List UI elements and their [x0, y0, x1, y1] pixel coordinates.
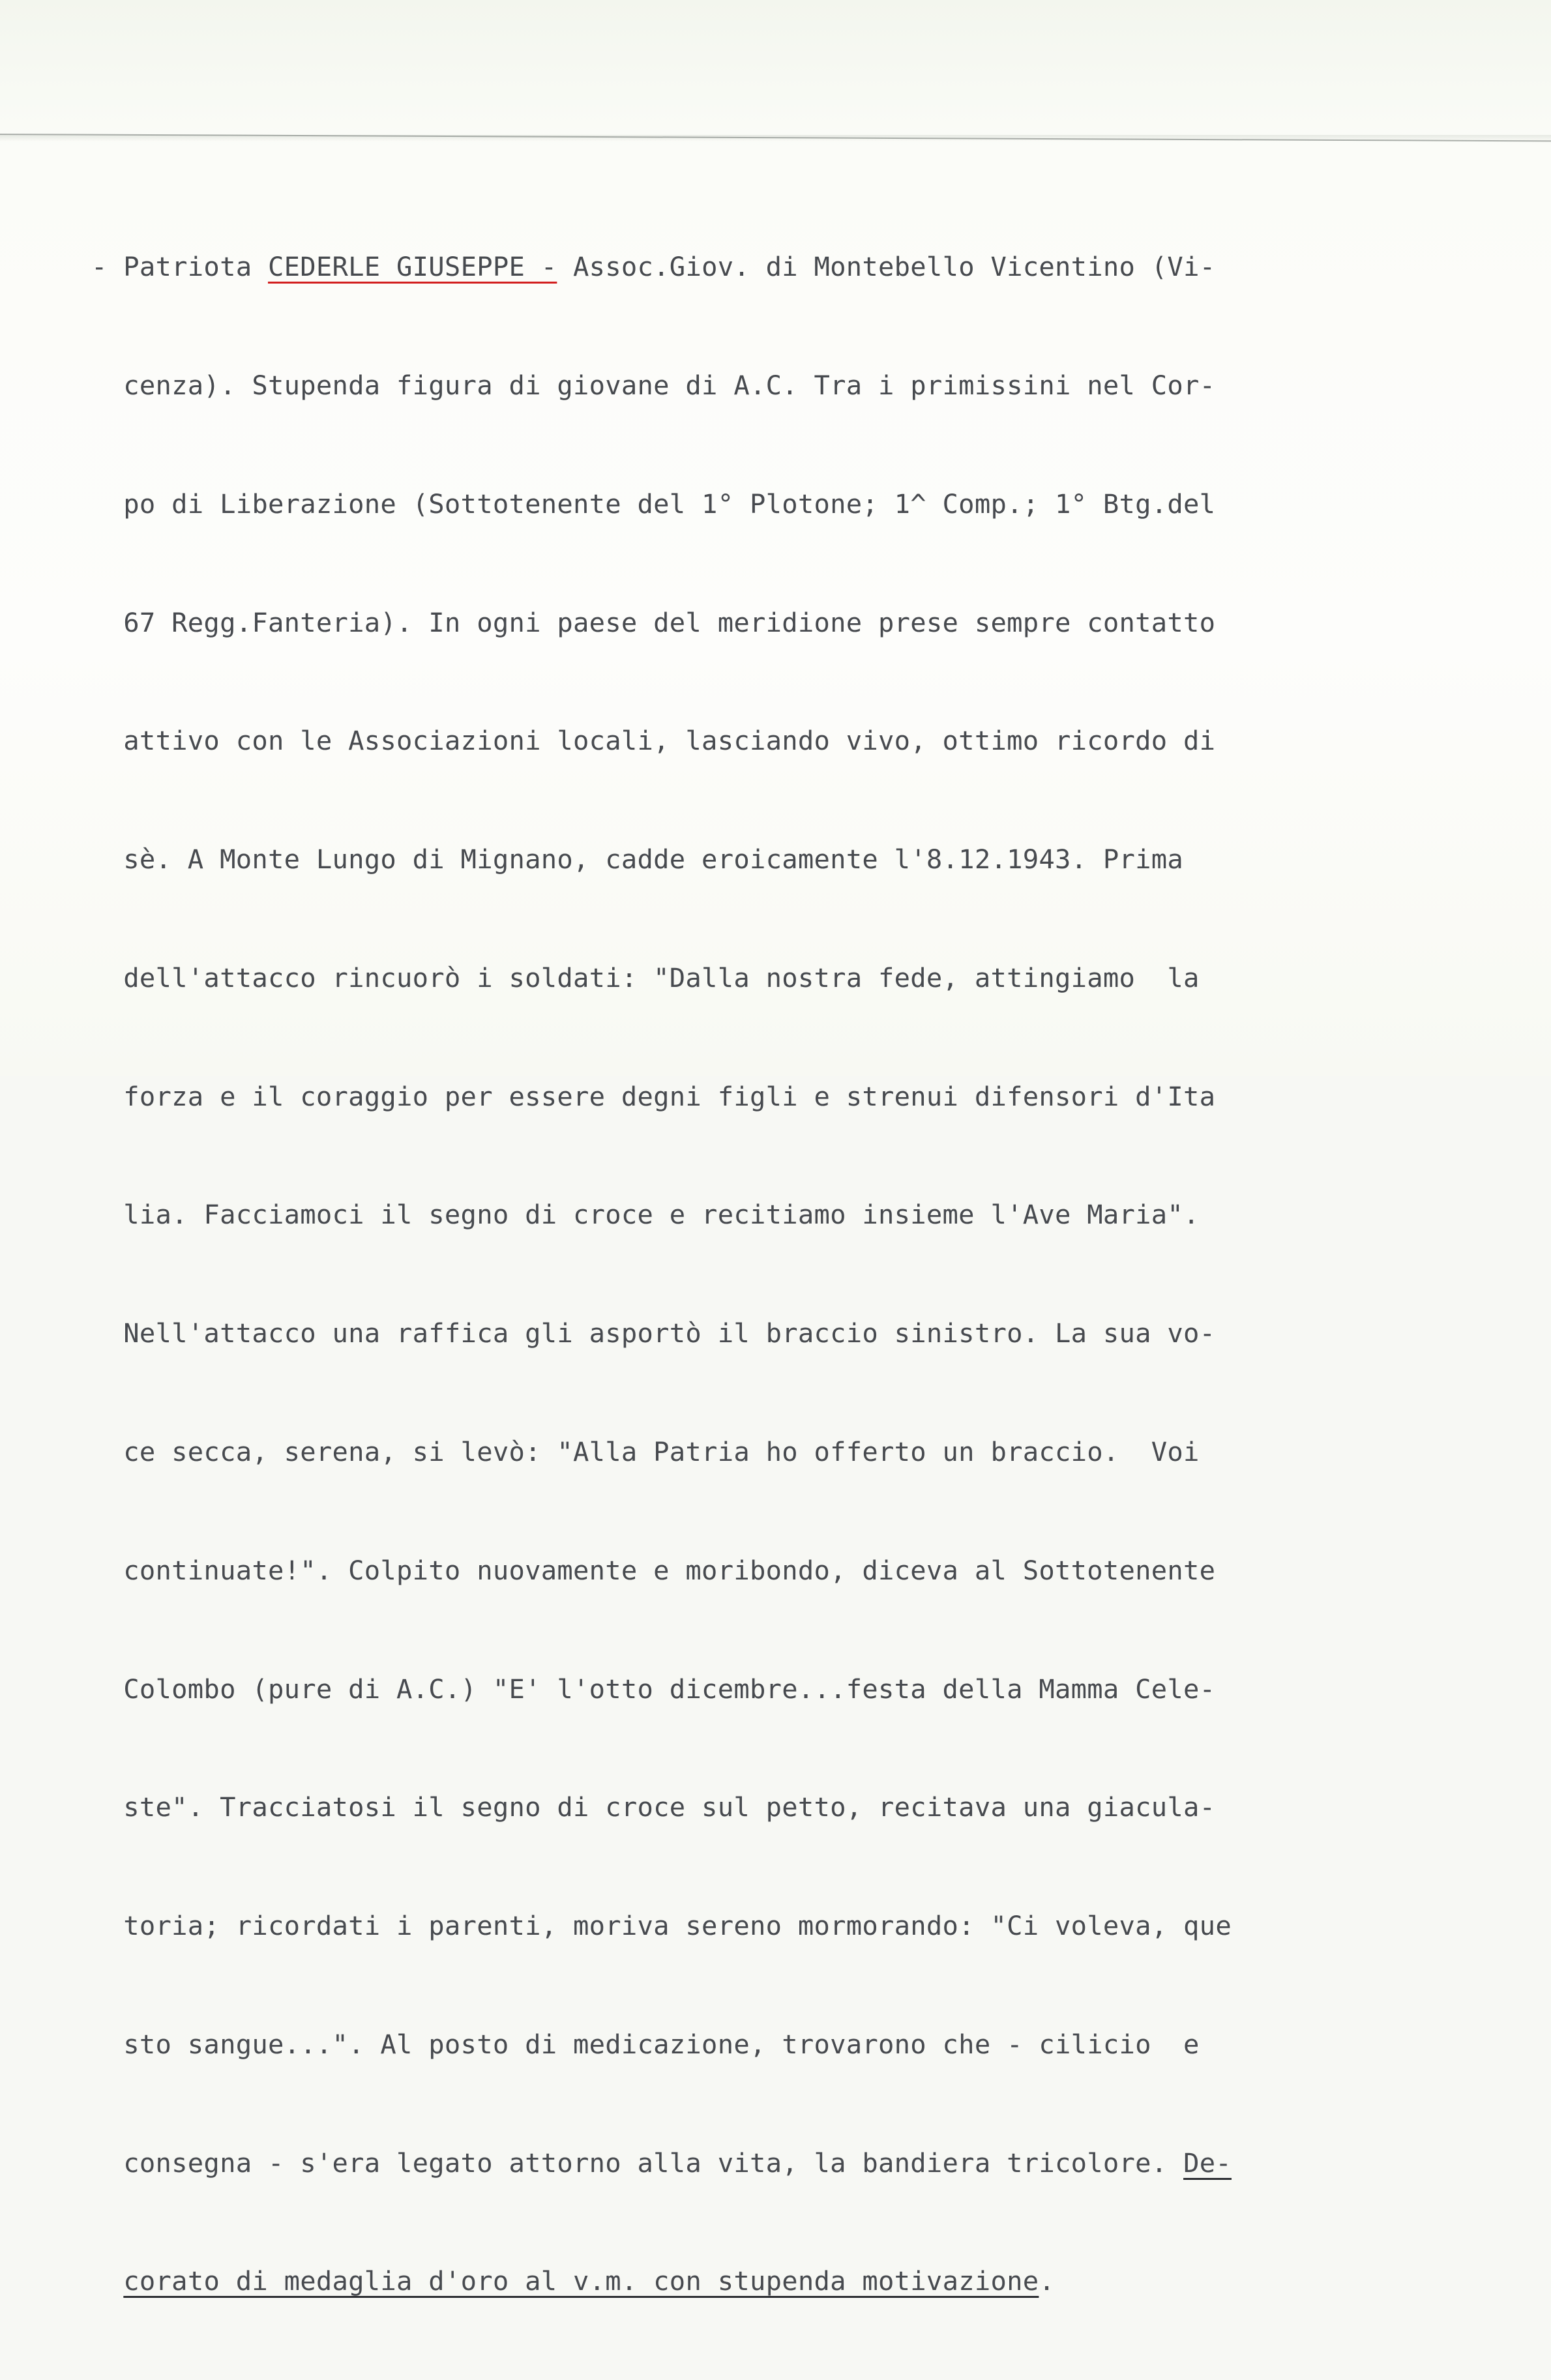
line-18-suffix: .	[1039, 2265, 1056, 2297]
text-line-3: po di Liberazione (Sottotenente del 1° Plotone; 1^ Comp.; 1° Btg.del	[91, 488, 1216, 520]
text-line-16: sto sangue...". Al posto di medicazione, trovarono che - cilicio e	[91, 2028, 1200, 2060]
text-line-1	[91, 247, 1493, 287]
line-1-prefix: - Patriota	[91, 251, 268, 283]
text-line-4: 67 Regg.Fanteria). In ogni paese del meridione prese sempre contatto	[91, 606, 1216, 638]
line-1-suffix: Assoc.Giov. di Montebello Vicentino (Vi-	[557, 251, 1216, 283]
typewritten-text-block	[91, 168, 1493, 2380]
text-line-5: attivo con le Associazioni locali, lasciando vivo, ottimo ricordo di	[91, 725, 1216, 757]
text-line-12: continuate!". Colpito nuovamente e moribondo, diceva al Sottotenente	[91, 1554, 1216, 1586]
text-line-2: cenza). Stupenda figura di giovane di A.C. Tra i primissini nel Cor-	[91, 369, 1216, 401]
line-18-underlined: corato di medaglia d'oro al v.m. con stupenda motivazione	[123, 2265, 1039, 2297]
text-line-15: toria; ricordati i parenti, moriva sereno mormorando: "Ci voleva, que	[91, 1910, 1232, 1942]
text-line-8: forza e il coraggio per essere degni figli e strenui difensori d'Ita	[91, 1080, 1216, 1112]
text-line-10: Nell'attacco una raffica gli asportò il braccio sinistro. La sua vo-	[91, 1317, 1216, 1349]
text-line-9: lia. Facciamoci il segno di croce e recitiamo insieme l'Ave Maria".	[91, 1199, 1200, 1231]
line-17-prefix: consegna - s'era legato attorno alla vita, la bandiera tricolore.	[91, 2147, 1184, 2179]
line-17-underlined: De-	[1183, 2147, 1232, 2179]
line-18-prefix	[91, 2265, 123, 2297]
person-name: CEDERLE GIUSEPPE -	[267, 251, 557, 283]
text-line-11: ce secca, serena, si levò: "Alla Patria ho offerto un braccio. Voi	[91, 1436, 1200, 1467]
fold-shadow	[0, 135, 1551, 141]
text-line-13: Colombo (pure di A.C.) "E' l'otto dicembre...festa della Mamma Cele-	[91, 1673, 1216, 1705]
text-line-17	[91, 2143, 1493, 2183]
text-line-14: ste". Tracciatosi il segno di croce sul petto, recitava una giacula-	[91, 1791, 1216, 1823]
text-line-6: sè. A Monte Lungo di Mignano, cadde eroicamente l'8.12.1943. Prima	[91, 844, 1184, 875]
text-line-18	[91, 2261, 1493, 2301]
text-line-7: dell'attacco rincuorò i soldati: "Dalla nostra fede, attingiamo la	[91, 962, 1200, 993]
